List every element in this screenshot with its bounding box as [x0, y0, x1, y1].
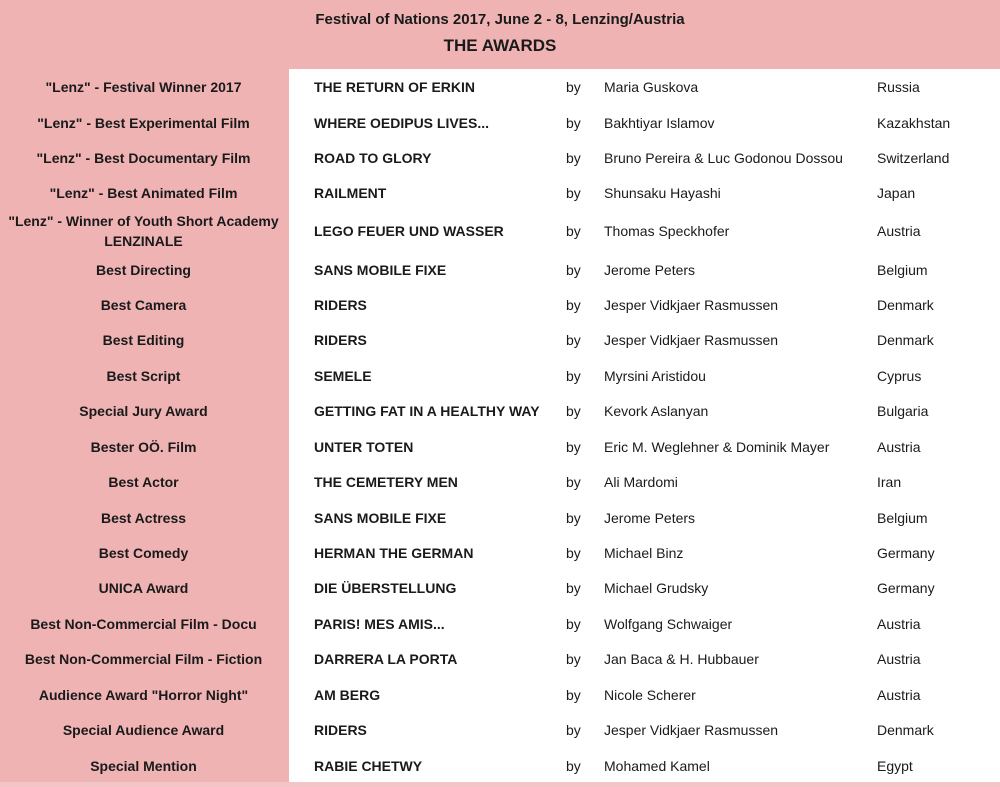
award-name: Bester OÖ. Film [90, 439, 197, 455]
award-name: "Lenz" - Best Documentary Film [36, 150, 251, 166]
director-name: Jerome Peters [604, 262, 696, 278]
by-label: by [566, 115, 581, 131]
award-name: Audience Award "Horror Night" [38, 687, 249, 703]
director-name: Eric M. Weglehner & Dominik Mayer [604, 439, 830, 455]
awards-heading: THE AWARDS [443, 36, 557, 55]
by-label: by [566, 185, 581, 201]
country-name: Bulgaria [877, 403, 929, 419]
table-row [0, 642, 1000, 676]
table-row [0, 359, 1000, 393]
director-name: Thomas Speckhofer [604, 223, 730, 239]
award-name: Best Non-Commercial Film - Fiction [24, 651, 263, 667]
award-name: "Lenz" - Winner of Youth Short Academy LENZINALE [8, 213, 279, 249]
country-name: Belgium [877, 262, 928, 278]
award-name: Best Directing [96, 262, 191, 278]
award-name: Special Audience Award [62, 722, 225, 738]
award-name: Special Jury Award [79, 403, 208, 419]
table-row [0, 106, 1000, 140]
by-label: by [566, 223, 581, 239]
table-row [0, 288, 1000, 322]
by-label: by [566, 651, 581, 667]
director-name: Jesper Vidkjaer Rasmussen [604, 297, 779, 313]
film-title: DARRERA LA PORTA [314, 651, 458, 667]
director-name: Bruno Pereira & Luc Godonou Dossou [604, 150, 843, 166]
table-row [0, 323, 1000, 357]
table-row [0, 536, 1000, 570]
festival-title: Festival of Nations 2017, June 2 - 8, Lenzing/Austria [315, 11, 685, 28]
by-label: by [566, 332, 581, 348]
director-name: Jan Baca & H. Hubbauer [604, 651, 759, 667]
table-row [0, 70, 1000, 104]
table-row [0, 678, 1000, 712]
award-name: Best Script [106, 368, 181, 384]
country-name: Japan [877, 185, 916, 201]
film-title: SANS MOBILE FIXE [314, 510, 447, 526]
country-name: Germany [877, 545, 935, 561]
award-name: Special Mention [90, 758, 197, 774]
director-name: Nicole Scherer [604, 687, 696, 703]
film-title: RABIE CHETWY [314, 758, 423, 774]
director-name: Maria Guskova [604, 79, 699, 95]
award-name: "Lenz" - Best Experimental Film [37, 115, 250, 131]
award-name: Best Comedy [98, 545, 189, 561]
director-name: Myrsini Aristidou [604, 368, 706, 384]
director-name: Michael Binz [604, 545, 684, 561]
by-label: by [566, 439, 581, 455]
by-label: by [566, 403, 581, 419]
film-title: RIDERS [314, 722, 367, 738]
table-row [0, 607, 1000, 641]
by-label: by [566, 545, 581, 561]
by-label: by [566, 79, 581, 95]
award-name: Best Camera [100, 297, 187, 313]
table-row [0, 465, 1000, 499]
by-label: by [566, 368, 581, 384]
director-name: Jerome Peters [604, 510, 696, 526]
award-name: UNICA Award [98, 580, 189, 596]
award-name: "Lenz" - Best Animated Film [49, 185, 238, 201]
by-label: by [566, 297, 581, 313]
table-row [0, 141, 1000, 175]
country-name: Austria [877, 687, 921, 703]
table-row [0, 571, 1000, 605]
country-name: Belgium [877, 510, 928, 526]
by-label: by [566, 474, 581, 490]
table-row [0, 394, 1000, 428]
film-title: SANS MOBILE FIXE [314, 262, 447, 278]
award-name: Best Actress [100, 510, 187, 526]
country-name: Austria [877, 223, 921, 239]
award-name: "Lenz" - Festival Winner 2017 [45, 79, 242, 95]
country-name: Egypt [877, 758, 913, 774]
award-name: Best Non-Commercial Film - Docu [30, 616, 257, 632]
film-title: SEMELE [314, 368, 372, 384]
table-row [0, 501, 1000, 535]
by-label: by [566, 722, 581, 738]
film-title: ROAD TO GLORY [314, 150, 432, 166]
table-row [0, 749, 1000, 783]
film-title: RIDERS [314, 332, 367, 348]
film-title: HERMAN THE GERMAN [314, 545, 474, 561]
by-label: by [566, 616, 581, 632]
by-label: by [566, 580, 581, 596]
film-title: AM BERG [314, 687, 381, 703]
country-name: Denmark [877, 332, 934, 348]
film-title: RAILMENT [314, 185, 387, 201]
by-label: by [566, 150, 581, 166]
country-name: Russia [877, 79, 920, 95]
country-name: Iran [877, 474, 902, 490]
director-name: Wolfgang Schwaiger [604, 616, 733, 632]
country-name: Denmark [877, 722, 934, 738]
country-name: Kazakhstan [877, 115, 951, 131]
director-name: Jesper Vidkjaer Rasmussen [604, 722, 779, 738]
director-name: Mohamed Kamel [604, 758, 710, 774]
director-name: Ali Mardomi [604, 474, 678, 490]
award-name: Best Actor [108, 474, 179, 490]
film-title: DIE ÜBERSTELLUNG [314, 580, 457, 596]
country-name: Austria [877, 651, 921, 667]
film-title: WHERE OEDIPUS LIVES... [314, 115, 490, 131]
country-name: Germany [877, 580, 935, 596]
director-name: Jesper Vidkjaer Rasmussen [604, 332, 779, 348]
film-title: PARIS! MES AMIS... [314, 616, 445, 632]
country-name: Austria [877, 439, 921, 455]
film-title: UNTER TOTEN [314, 439, 414, 455]
director-name: Kevork Aslanyan [604, 403, 709, 419]
table-row [0, 430, 1000, 464]
award-name: Best Editing [102, 332, 185, 348]
director-name: Michael Grudsky [604, 580, 709, 596]
table-row [0, 253, 1000, 287]
director-name: Shunsaku Hayashi [604, 185, 721, 201]
table-row [0, 713, 1000, 747]
country-name: Austria [877, 616, 921, 632]
film-title: THE CEMETERY MEN [314, 474, 458, 490]
director-name: Bakhtiyar Islamov [604, 115, 715, 131]
country-name: Denmark [877, 297, 934, 313]
film-title: LEGO FEUER UND WASSER [314, 223, 504, 239]
by-label: by [566, 687, 581, 703]
by-label: by [566, 262, 581, 278]
table-row [0, 211, 1000, 251]
by-label: by [566, 510, 581, 526]
film-title: THE RETURN OF ERKIN [314, 79, 475, 95]
film-title: RIDERS [314, 297, 367, 313]
film-title: GETTING FAT IN A HEALTHY WAY [314, 403, 540, 419]
table-row [0, 176, 1000, 210]
country-name: Switzerland [877, 150, 950, 166]
by-label: by [566, 758, 581, 774]
country-name: Cyprus [877, 368, 922, 384]
